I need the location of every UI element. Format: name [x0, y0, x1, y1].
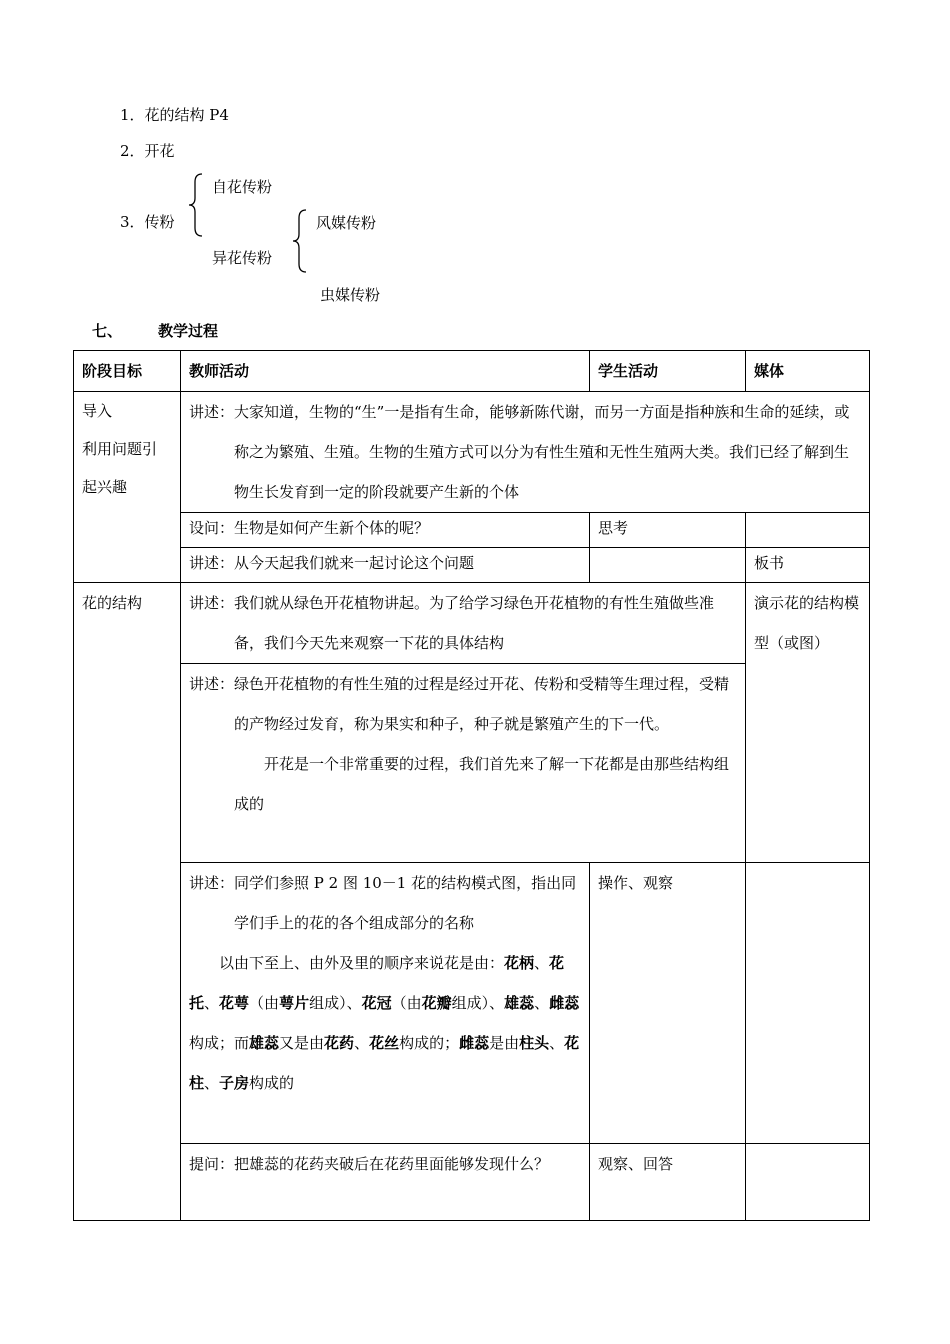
- term: 雌蕊: [549, 994, 580, 1012]
- student-activity-cell: 思考: [590, 513, 746, 548]
- student-activity-cell: [590, 548, 746, 583]
- activity-lead: 提问：: [189, 1155, 235, 1173]
- term: 花瓣: [421, 994, 452, 1012]
- header-media: 媒体: [746, 351, 870, 392]
- teacher-activity-cell: [181, 1144, 590, 1221]
- term: 花柱: [189, 1034, 580, 1092]
- brace-icon: [290, 208, 310, 274]
- stage-intro-line1: 导入: [82, 402, 113, 420]
- teacher-activity-cell: [181, 583, 746, 664]
- table-row: [74, 1144, 870, 1221]
- term: 花冠: [361, 994, 392, 1012]
- media-cell: [746, 513, 870, 548]
- self-pollination-label: 自花传粉: [212, 178, 273, 196]
- stage-flower-structure-cell: 花的结构: [74, 583, 181, 1221]
- table-header-row: [74, 351, 870, 392]
- brace-icon: [186, 172, 206, 238]
- term: 子房: [219, 1074, 250, 1092]
- teaching-process-table: [73, 350, 870, 1221]
- term: 雄蕊: [504, 994, 535, 1012]
- teacher-activity-cell: [181, 513, 590, 548]
- term: 柱头: [519, 1034, 550, 1052]
- activity-text: 从今天起我们就来一起讨论这个问题: [234, 554, 475, 572]
- flower-parts-paragraph: 以由下至上、由外及里的顺序来说花是由：花柄、花托、花萼（由萼片组成）、花冠（由花瓣组成）、雄蕊、雌蕊构成；而雄蕊又是由花药、花丝构成的；雌蕊是由柱头、花柱、子房构成的: [189, 954, 580, 1092]
- term: 花托: [189, 954, 565, 1012]
- activity-lead: 讲述：: [189, 403, 235, 421]
- activity-text: 大家知道，生物的“生”一是指有生命，能够新陈代谢，而另一方面是指种族和生命的延续，或称之为繁殖、生殖。生物的生殖方式可以分为有性生殖和无性生殖两大类。我们已经了解到生物生长发育到一定的阶段就要产生新的个体: [234, 403, 850, 501]
- term: 花药: [324, 1034, 355, 1052]
- teacher-activity-cell: [181, 548, 590, 583]
- table-row: [74, 513, 870, 548]
- media-cell: [746, 863, 870, 1144]
- teacher-activity-cell: [181, 392, 870, 513]
- header-student: 学生活动: [590, 351, 746, 392]
- term: 花柄: [504, 954, 535, 972]
- activity-text-2: 开花是一个非常重要的过程，我们首先来了解一下花都是由那些结构组成的: [234, 755, 730, 813]
- outline-item-1: 1．花的结构 P4: [120, 106, 229, 124]
- term: 花丝: [369, 1034, 400, 1052]
- teacher-activity-cell: [181, 664, 746, 863]
- section-number: 七、: [92, 322, 123, 340]
- stage-intro-line3: 起兴趣: [82, 478, 128, 496]
- header-stage: 阶段目标: [74, 351, 181, 392]
- media-text: 演示花的结构模型（或图）: [754, 594, 860, 652]
- activity-lead: 讲述：: [189, 675, 235, 693]
- activity-text: 我们就从绿色开花植物讲起。为了给学习绿色开花植物的有性生殖做些准备，我们今天先来观察一下花的具体结构: [234, 594, 715, 652]
- table-row: [74, 863, 870, 1144]
- media-cell: [746, 1144, 870, 1221]
- activity-text: 绿色开花植物的有性生殖的过程是经过开花、传粉和受精等生理过程，受精的产物经过发育，称为果实和种子，种子就是繁殖产生的下一代。: [234, 675, 730, 733]
- media-cell: [746, 583, 870, 863]
- insect-pollination-label: 虫媒传粉: [320, 286, 381, 304]
- student-activity-cell: 观察、回答: [590, 1144, 746, 1221]
- stage-intro-line2: 利用问题引: [82, 440, 158, 458]
- cross-pollination-label: 异花传粉: [212, 249, 273, 267]
- activity-text: 生物是如何产生新个体的呢？: [234, 519, 430, 537]
- activity-lead: 讲述：: [189, 594, 235, 612]
- teacher-activity-cell: [181, 863, 590, 1144]
- activity-lead: 设问：: [189, 519, 235, 537]
- wind-pollination-label: 风媒传粉: [316, 214, 377, 232]
- stage-intro-cell: [74, 392, 181, 583]
- table-row: [74, 392, 870, 513]
- student-activity-cell: 操作、观察: [590, 863, 746, 1144]
- table-row: [74, 583, 870, 664]
- activity-text: 同学们参照 P 2 图 10－1 花的结构模式图，指出同学们手上的花的各个组成部分的名称: [234, 874, 577, 932]
- activity-text: 把雄蕊的花药夹破后在花药里面能够发现什么？: [234, 1155, 550, 1173]
- outline-item-2: 2．开花: [120, 142, 175, 160]
- term: 花萼: [219, 994, 250, 1012]
- activity-lead: 讲述：: [189, 874, 235, 892]
- term: 雄蕊: [249, 1034, 280, 1052]
- term: 萼片: [279, 994, 310, 1012]
- activity-lead: 讲述：: [189, 554, 235, 572]
- table-row: [74, 548, 870, 583]
- header-teacher: 教师活动: [181, 351, 590, 392]
- term: 雌蕊: [459, 1034, 490, 1052]
- section-title: 教学过程: [158, 322, 219, 340]
- outline-item-3: 3．传粉: [120, 213, 175, 231]
- media-cell: 板书: [746, 548, 870, 583]
